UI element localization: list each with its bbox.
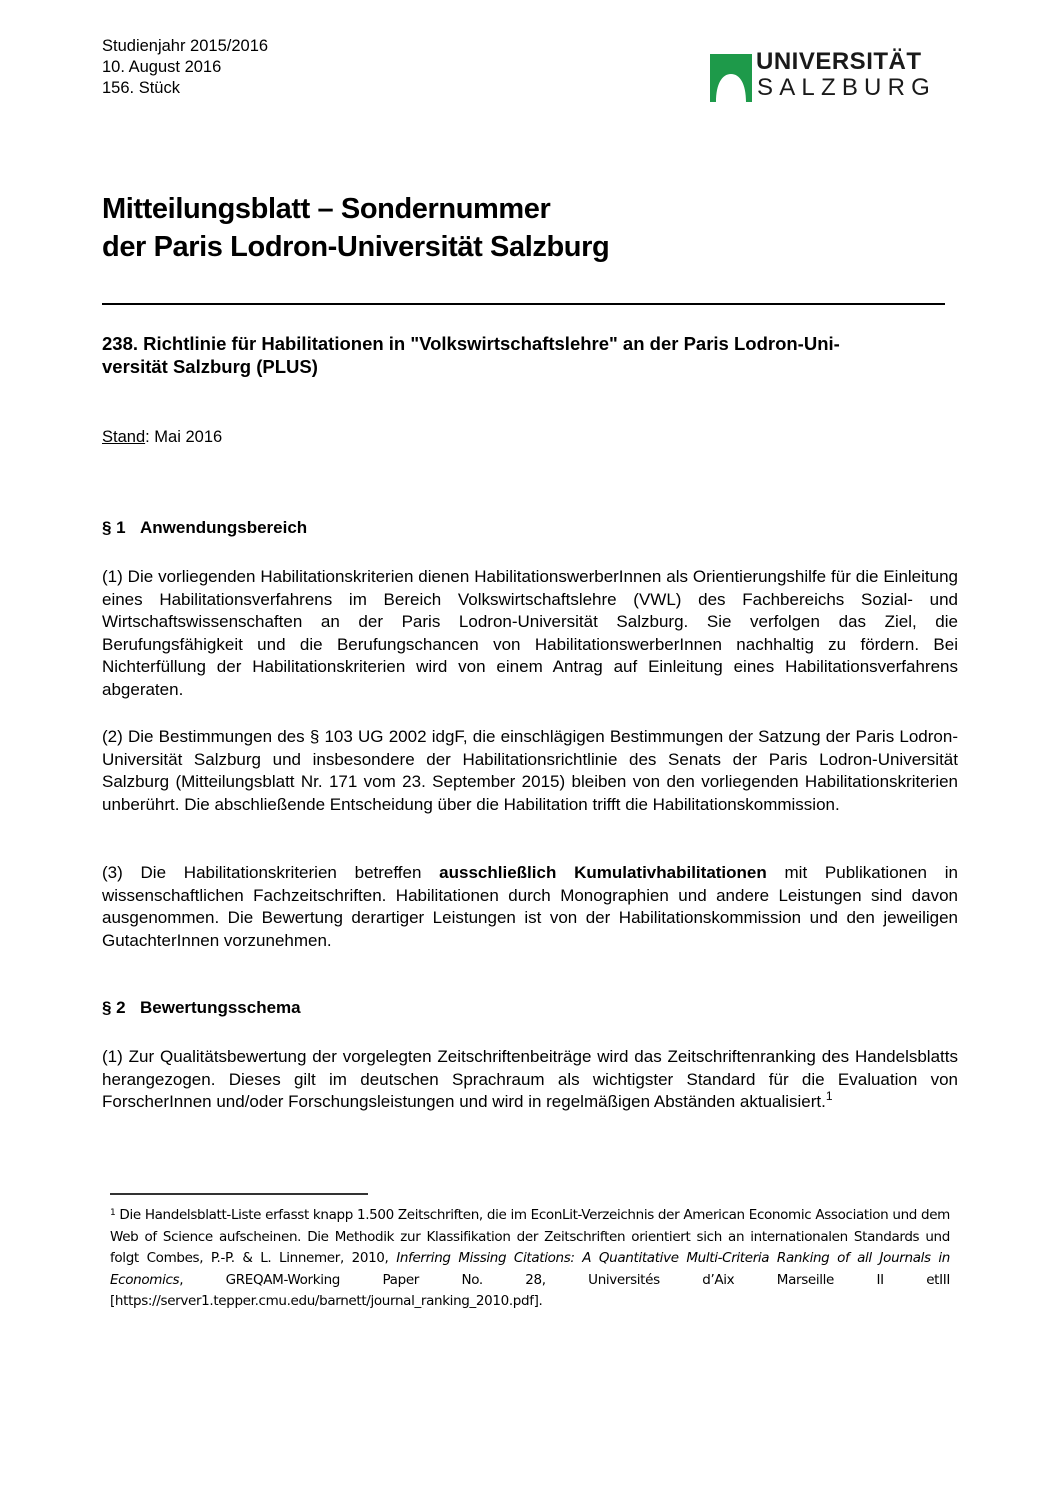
status-date xyxy=(102,428,222,447)
logo-text-salzburg: SALZBURG xyxy=(757,74,936,101)
section-heading-1 xyxy=(102,518,307,538)
logo-text-universitaet: UNIVERSITÄT xyxy=(756,48,922,75)
section-number: § 2 xyxy=(102,998,126,1017)
page-title xyxy=(102,190,609,266)
footnote-citation-title: Inferring Missing Citations: A Quantitative Multi-Criteria Ranking of all Journals in Economics xyxy=(110,1250,951,1288)
subtitle-line-1: 238. Richtlinie für Habilitationen in "Volkswirtschaftslehre" an der Paris Lodron-Uni- xyxy=(102,333,840,354)
status-label: Stand xyxy=(102,428,146,446)
document-subtitle xyxy=(102,332,960,378)
issue-meta xyxy=(102,36,268,99)
page-title-line-1: Mitteilungsblatt – Sondernummer xyxy=(102,193,551,225)
footnote-1 xyxy=(110,1205,950,1313)
paragraph-2-1 xyxy=(102,1046,958,1114)
university-logo xyxy=(710,48,936,104)
paragraph-1-2: (2) Die Bestimmungen des § 103 UG 2002 idgF, die einschlägigen Bestimmungen der Satzung der Paris Lodron-Universität Salzburg und insbesondere der Habilitationsrichtlinie des Senats der Paris Lodron-Universität Salzburg (Mitteilungsblatt Nr. 171 vom 23. September 2015) bleiben von den vorliegenden Habilitationskriterien unberührt. Die abschließende Entscheidung über die Habilitation trifft die Habilitationskommission. xyxy=(102,727,958,814)
emphasis-text: ausschließlich Kumulativhabilitationen xyxy=(439,863,767,882)
academic-year: Studienjahr 2015/2016 xyxy=(102,37,269,55)
paragraph-text: (1) Zur Qualitätsbewertung der vorgelegten Zeitschriftenbeiträge wird das Zeitschriftenranking des Handelsblatts herangezogen. Dieses gilt im deutschen Sprachraum als wichtigster Standard für die Evaluation von ForscherInnen und/oder Forschungsleistungen und wird in regelmäßigen Abständen aktualisiert. xyxy=(102,1047,958,1111)
footnote-text-end: , GREQAM-Working Paper No. 28, Universités d’Aix Marseille II etIII [https://server1.tepper.cmu.edu/barnett/journal_ranking_2010.pdf]. xyxy=(110,1271,950,1309)
footnote-reference[interactable]: 1 xyxy=(825,1089,833,1103)
paragraph-1-3 xyxy=(102,862,958,952)
paragraph-text: mit Publikationen in wissenschaftlichen Fachzeitschriften. Habilitationen durch Monographien und andere Leistungen sind davon ausgenommen. Die Bewertung derartiger Leistungen ist von der Habilitationskommission und den jeweiligen GutachterInnen vorzunehmen. xyxy=(102,863,958,950)
status-value: : Mai 2016 xyxy=(145,428,223,446)
footnote-text: Die Handelsblatt-Liste erfasst knapp 1.500 Zeitschriften, die im EconLit-Verzeichnis der American Economic Association und dem Web of Science aufscheinen. Die Methodik zur Klassifikation der Zeitschriften orientiert sich an internationalen Standards und folgt Combes, P.-P. & L. Linnemer, 2010, xyxy=(110,1207,950,1266)
subtitle-line-2: versität Salzburg (PLUS) xyxy=(102,356,318,377)
paragraph-1-1: (1) Die vorliegenden Habilitationskriterien dienen HabilitationswerberInnen als Orientierungshilfe für die Einleitung eines Habilitationsverfahrens im Bereich Volkswirtschaftslehre (VWL) des Fachbereichs Sozial- und Wirtschaftswissenschaften an der Paris Lodron-Universität Salzburg. Sie verfolgen das Ziel, die Berufungsfähigkeit und die Berufungschancen von HabilitationswerberInnen nachhaltig zu fördern. Bei Nichterfüllung der Habilitationskriterien wird von einem Antrag auf Einleitung eines Habilitationsverfahrens abgeraten. xyxy=(102,567,958,699)
page-title-line-2: der Paris Lodron-Universität Salzburg xyxy=(102,231,610,263)
issue-date: 10. August 2016 xyxy=(102,58,222,76)
issue-number: 156. Stück xyxy=(102,79,180,97)
section-heading-2 xyxy=(102,998,301,1018)
section-title: Anwendungsbereich xyxy=(140,518,308,537)
section-number: § 1 xyxy=(102,518,126,537)
university-arch-logo-icon xyxy=(710,54,752,102)
title-divider xyxy=(102,303,945,305)
paragraph-text: (3) Die Habilitationskriterien betreffen xyxy=(102,863,440,882)
footnote-marker: 1 xyxy=(110,1208,116,1218)
section-title: Bewertungsschema xyxy=(140,998,301,1017)
footnote-divider xyxy=(110,1193,368,1195)
